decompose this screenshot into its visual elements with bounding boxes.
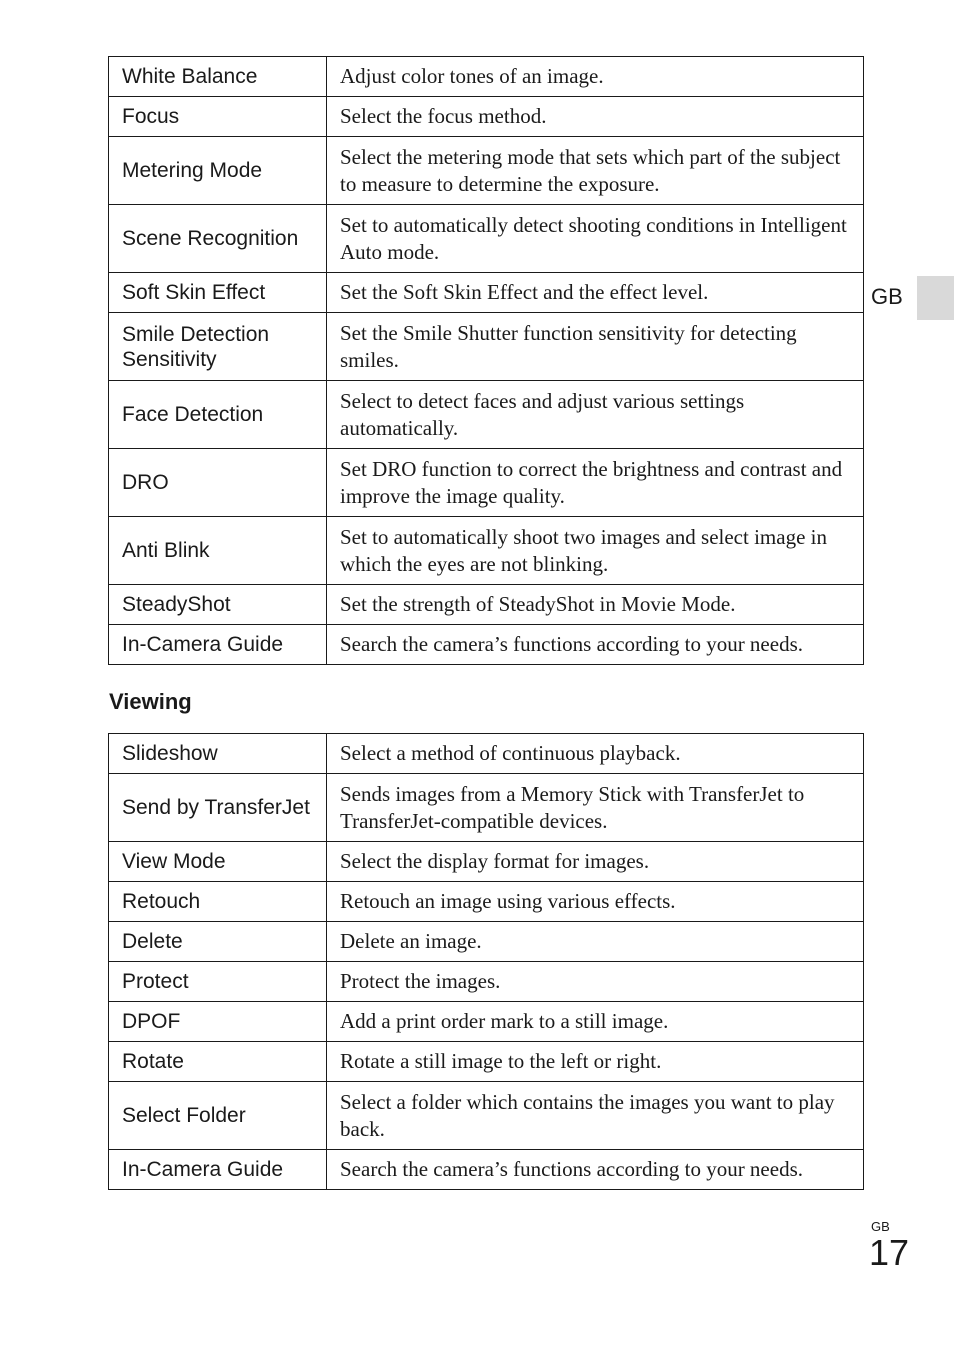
setting-name: Delete [109, 922, 327, 962]
setting-name: In-Camera Guide [109, 1150, 327, 1190]
viewing-settings-table [108, 733, 864, 1190]
setting-description: Select to detect faces and adjust various settings automatically. [327, 381, 864, 449]
setting-description: Select the focus method. [327, 97, 864, 137]
table-row [109, 774, 864, 842]
setting-name: Anti Blink [109, 517, 327, 585]
language-side-label: GB [871, 284, 903, 309]
table-row [109, 882, 864, 922]
table-row [109, 449, 864, 517]
setting-description: Delete an image. [327, 922, 864, 962]
table-row [109, 1082, 864, 1150]
setting-description: Select a folder which contains the images you want to play back. [327, 1082, 864, 1150]
setting-name: SteadyShot [109, 585, 327, 625]
setting-description: Select the display format for images. [327, 842, 864, 882]
setting-description: Set the strength of SteadyShot in Movie Mode. [327, 585, 864, 625]
table-row [109, 381, 864, 449]
table-row [109, 842, 864, 882]
setting-name: White Balance [109, 57, 327, 97]
setting-description: Search the camera’s functions according to your needs. [327, 625, 864, 665]
setting-description: Set DRO function to correct the brightness and contrast and improve the image quality. [327, 449, 864, 517]
setting-name: Protect [109, 962, 327, 1002]
setting-name: Soft Skin Effect [109, 273, 327, 313]
table-row [109, 205, 864, 273]
setting-name: Focus [109, 97, 327, 137]
setting-name: Send by TransferJet [109, 774, 327, 842]
setting-name: View Mode [109, 842, 327, 882]
setting-name: Face Detection [109, 381, 327, 449]
section-heading-viewing: Viewing [109, 689, 192, 714]
setting-name: Scene Recognition [109, 205, 327, 273]
setting-description: Set the Smile Shutter function sensitivity for detecting smiles. [327, 313, 864, 381]
setting-description: Set the Soft Skin Effect and the effect level. [327, 273, 864, 313]
table-row [109, 962, 864, 1002]
table-row [109, 517, 864, 585]
setting-description: Rotate a still image to the left or right. [327, 1042, 864, 1082]
table-row [109, 1042, 864, 1082]
setting-description: Select a method of continuous playback. [327, 734, 864, 774]
setting-name: Smile Detection Sensitivity [109, 313, 327, 381]
setting-name: Retouch [109, 882, 327, 922]
table-row [109, 625, 864, 665]
setting-name: Rotate [109, 1042, 327, 1082]
page-language-label: GB [871, 1219, 890, 1234]
setting-description: Set to automatically shoot two images and select image in which the eyes are not blinking. [327, 517, 864, 585]
table-row [109, 734, 864, 774]
setting-description: Adjust color tones of an image. [327, 57, 864, 97]
table-row [109, 273, 864, 313]
setting-name: Metering Mode [109, 137, 327, 205]
page-number: 17 [869, 1232, 910, 1273]
table-row [109, 585, 864, 625]
setting-name: Slideshow [109, 734, 327, 774]
setting-name: In-Camera Guide [109, 625, 327, 665]
table-row [109, 922, 864, 962]
setting-description: Retouch an image using various effects. [327, 882, 864, 922]
table-row [109, 97, 864, 137]
setting-description: Search the camera’s functions according to your needs. [327, 1150, 864, 1190]
setting-description: Select the metering mode that sets which part of the subject to measure to determine the exposure. [327, 137, 864, 205]
setting-description: Add a print order mark to a still image. [327, 1002, 864, 1042]
table-row [109, 1002, 864, 1042]
setting-name: Select Folder [109, 1082, 327, 1150]
language-side-tab [917, 276, 954, 320]
camera-settings-table [108, 56, 864, 665]
setting-description: Sends images from a Memory Stick with TransferJet to TransferJet-compatible devices. [327, 774, 864, 842]
setting-name: DPOF [109, 1002, 327, 1042]
table-row [109, 1150, 864, 1190]
setting-description: Protect the images. [327, 962, 864, 1002]
table-row [109, 313, 864, 381]
setting-name: DRO [109, 449, 327, 517]
table-row [109, 57, 864, 97]
setting-description: Set to automatically detect shooting conditions in Intelligent Auto mode. [327, 205, 864, 273]
table-row [109, 137, 864, 205]
